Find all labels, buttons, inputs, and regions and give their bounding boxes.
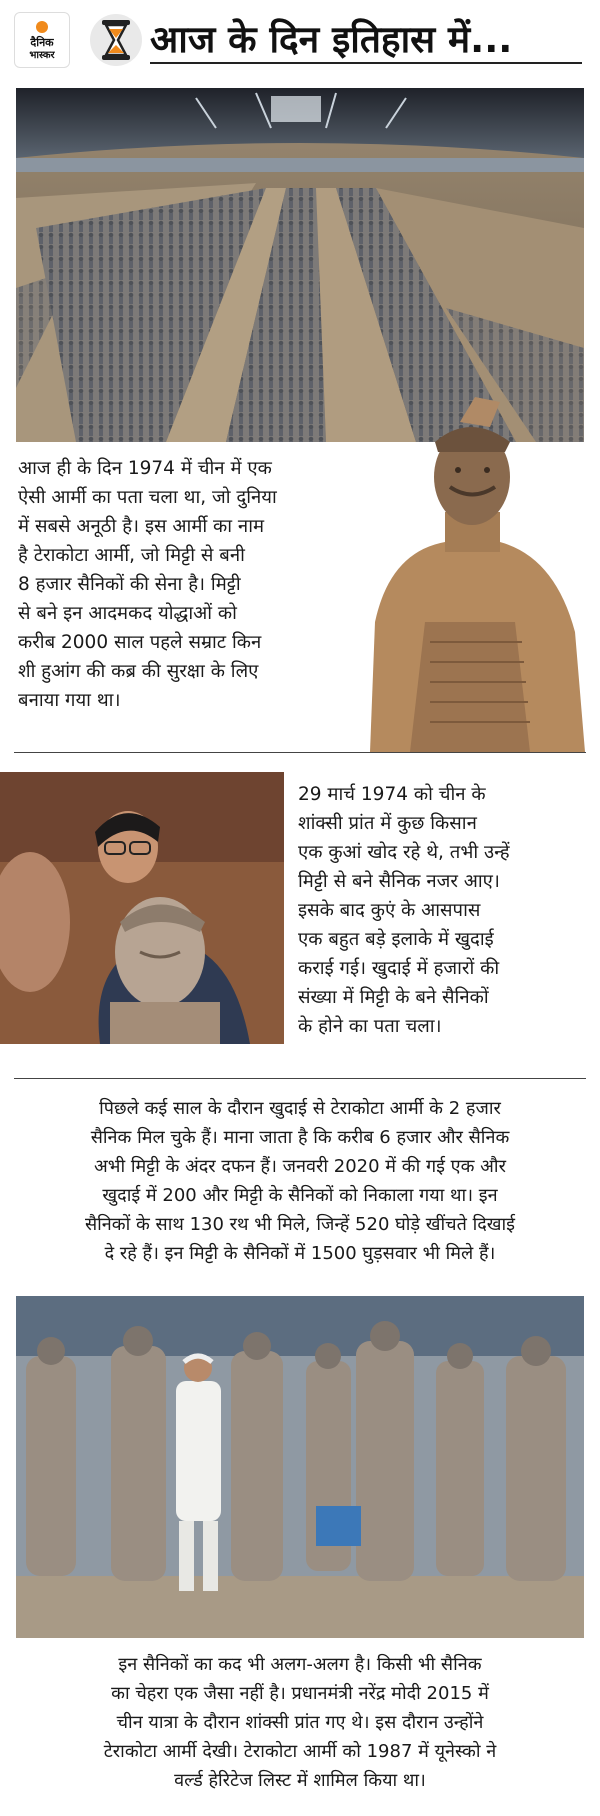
section-divider	[14, 752, 586, 753]
logo-sun-icon	[36, 21, 48, 33]
text-line: बनाया गया था।	[18, 690, 121, 711]
text-line: एक कुआं खोद रहे थे, तभी उन्हें	[298, 842, 510, 863]
text-line: टेराकोटा आर्मी देखी। टेराकोटा आर्मी को 1987 में यूनेस्को ने	[103, 1741, 497, 1762]
text-line: कराई गई। खुदाई में हजारों की	[298, 958, 500, 979]
page-title: आज के दिन इतिहास में...	[150, 18, 513, 61]
text-line: इन सैनिकों का कद भी अलग-अलग है। किसी भी सैनिक	[118, 1654, 482, 1675]
section-3-text	[10, 1094, 590, 1268]
text-line: मिट्टी से बने सैनिक नजर आए।	[298, 871, 500, 892]
dainik-bhaskar-logo	[14, 12, 70, 68]
section-1-text	[18, 454, 368, 715]
hourglass-icon	[88, 12, 144, 68]
section-2-text	[298, 780, 588, 1041]
text-line: में सबसे अनूठी है। इस आर्मी का नाम	[18, 516, 265, 537]
text-line: चीन यात्रा के दौरान शांक्सी प्रांत गए थे। इस दौरान उन्होंने	[116, 1712, 484, 1733]
text-line: शांक्सी प्रांत में कुछ किसान	[298, 813, 477, 834]
text-line: है टेराकोटा आर्मी, जो मिट्टी से बनी	[18, 545, 245, 566]
section-4-text	[10, 1650, 590, 1795]
text-line: के होने का पता चला।	[298, 1016, 442, 1037]
text-line: से बने इन आदमकद योद्धाओं को	[18, 603, 237, 624]
text-line: अभी मिट्टी के अंदर दफन हैं। जनवरी 2020 में की गई एक और	[94, 1156, 506, 1177]
text-line: वर्ल्ड हेरिटेज लिस्ट में शामिल किया था।	[174, 1770, 426, 1791]
text-line: संख्या में मिट्टी के बने सैनिकों	[298, 987, 489, 1008]
text-line: शी हुआंग की कब्र की सुरक्षा के लिए	[18, 661, 259, 682]
text-line: करीब 2000 साल पहले सम्राट किन	[18, 632, 262, 653]
text-line: सैनिकों के साथ 130 रथ भी मिले, जिन्हें 520 घोड़े खींचते दिखाई	[84, 1214, 516, 1235]
terracotta-pit-photo	[16, 88, 584, 442]
text-line: का चेहरा एक जैसा नहीं है। प्रधानमंत्री नरेंद्र मोदी 2015 में	[111, 1683, 489, 1704]
logo-line-2: भास्कर	[29, 50, 55, 61]
warriors-visit-photo	[16, 1296, 584, 1638]
text-line: 8 हजार सैनिकों की सेना है। मिट्टी	[18, 574, 241, 595]
text-line: आज ही के दिन 1974 में चीन में एक	[18, 458, 272, 479]
text-line: ऐसी आर्मी का पता चला था, जो दुनिया	[18, 487, 277, 508]
text-line: इसके बाद कुएं के आसपास	[298, 900, 481, 921]
logo-line-1: दैनिक	[30, 36, 54, 49]
text-line: खुदाई में 200 और मिट्टी के सैनिकों को निकाला गया था। इन	[102, 1185, 498, 1206]
text-line: दे रहे हैं। इन मिट्टी के सैनिकों में 1500 घुड़सवार भी मिले हैं।	[104, 1243, 496, 1264]
text-line: पिछले कई साल के दौरान खुदाई से टेराकोटा आर्मी के 2 हजार	[99, 1098, 501, 1119]
text-line: सैनिक मिल चुके हैं। माना जाता है कि करीब 6 हजार और सैनिक	[90, 1127, 510, 1148]
section-divider	[14, 1078, 586, 1079]
text-line: एक बहुत बड़े इलाके में खुदाई	[298, 929, 494, 950]
text-line: 29 मार्च 1974 को चीन के	[298, 784, 486, 805]
header-underline	[150, 62, 582, 64]
terracotta-warrior-statue	[350, 392, 590, 752]
archaeologist-photo	[0, 772, 284, 1044]
